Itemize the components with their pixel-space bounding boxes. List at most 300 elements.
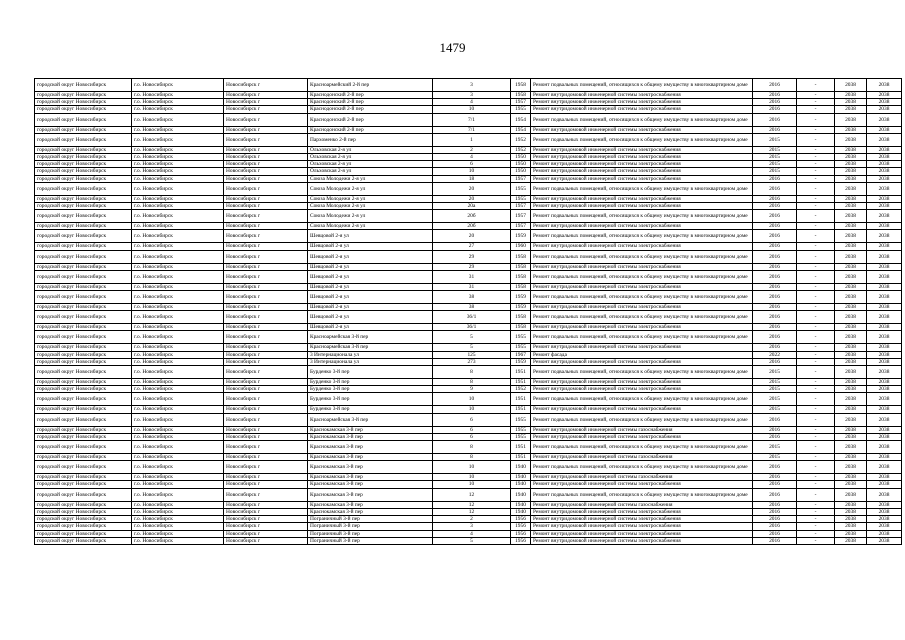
period-end-cell: 2038 [867, 243, 902, 250]
work-type-cell: Ремонт подвальных помещений, относящихся к общему имуществу в многоквартирном доме [531, 133, 753, 146]
work-type-cell: Ремонт внутридомовой инженерной системы электроснабжения [531, 106, 753, 113]
table-row [35, 133, 902, 146]
dash-cell: - [797, 291, 835, 304]
period-start-cell: 2038 [835, 366, 867, 379]
city-cell: Новосибирск г [224, 146, 308, 153]
dash-cell: - [797, 168, 835, 175]
period-start-cell: 2038 [835, 230, 867, 243]
table-row [35, 516, 902, 523]
period-start-cell: 2038 [835, 182, 867, 195]
house-number-cell: 38 [433, 291, 511, 304]
table-row [35, 530, 902, 537]
page-number: 1479 [439, 40, 466, 55]
work-type-cell: Ремонт подвальных помещений, относящихся к общему имуществу в многоквартирном доме [531, 366, 753, 379]
period-start-cell: 2038 [835, 461, 867, 474]
plan-year-cell: 2016 [753, 488, 797, 501]
period-end-cell: 2038 [867, 270, 902, 283]
municipality-cell: городской округ Новосибирск [35, 126, 132, 133]
year-built-cell: 1940 [511, 508, 531, 515]
work-type-cell: Ремонт внутридомовой инженерной системы электроснабжения [531, 243, 753, 250]
settlement-cell: г.о. Новосибирск [132, 488, 224, 501]
year-built-cell: 1959 [511, 291, 531, 304]
work-type-cell: Ремонт внутридомовой инженерной системы электроснабжения [531, 516, 753, 523]
settlement-cell: г.о. Новосибирск [132, 461, 224, 474]
period-start-cell: 2038 [835, 175, 867, 182]
settlement-cell: г.о. Новосибирск [132, 168, 224, 175]
year-built-cell: 1960 [511, 243, 531, 250]
year-built-cell: 1955 [511, 344, 531, 351]
settlement-cell: г.о. Новосибирск [132, 161, 224, 168]
table-row [35, 508, 902, 515]
period-end-cell: 2038 [867, 263, 902, 270]
period-end-cell: 2038 [867, 175, 902, 182]
year-built-cell: 1959 [511, 230, 531, 243]
plan-year-cell: 2016 [753, 461, 797, 474]
period-start-cell: 2038 [835, 386, 867, 393]
period-start-cell: 2038 [835, 243, 867, 250]
settlement-cell: г.о. Новосибирск [132, 351, 224, 358]
plan-year-cell: 2016 [753, 426, 797, 433]
work-type-cell: Ремонт внутридомовой инженерной системы электроснабжения [531, 358, 753, 365]
dash-cell: - [797, 530, 835, 537]
work-type-cell: Ремонт внутридомовой инженерной системы электроснабжения [531, 481, 753, 488]
municipality-cell: городской округ Новосибирск [35, 92, 132, 99]
settlement-cell: г.о. Новосибирск [132, 210, 224, 223]
house-number-cell: 2 [433, 146, 511, 153]
work-type-cell: Ремонт внутридомовой инженерной системы электроснабжения [531, 283, 753, 290]
period-start-cell: 2038 [835, 263, 867, 270]
house-number-cell: 12 [433, 508, 511, 515]
municipality-cell: городской округ Новосибирск [35, 516, 132, 523]
table-row [35, 358, 902, 365]
plan-year-cell: 2016 [753, 263, 797, 270]
period-end-cell: 2038 [867, 203, 902, 210]
settlement-cell: г.о. Новосибирск [132, 243, 224, 250]
period-end-cell: 2038 [867, 406, 902, 413]
plan-year-cell: 2015 [753, 406, 797, 413]
city-cell: Новосибирск г [224, 508, 308, 515]
house-number-cell: 9 [433, 386, 511, 393]
period-end-cell: 2038 [867, 413, 902, 426]
work-type-cell: Ремонт подвальных помещений, относящихся к общему имуществу в многоквартирном доме [531, 291, 753, 304]
work-type-cell: Ремонт внутридомовой инженерной системы электроснабжения [531, 161, 753, 168]
work-type-cell: Ремонт внутридомовой инженерной системы электроснабжения [531, 537, 753, 544]
settlement-cell: г.о. Новосибирск [132, 304, 224, 311]
house-number-cell: 31 [433, 283, 511, 290]
plan-year-cell: 2015 [753, 393, 797, 406]
street-cell: Ольховская 2-я ул [308, 161, 433, 168]
period-end-cell: 2038 [867, 537, 902, 544]
work-type-cell: Ремонт подвальных помещений, относящихся к общему имуществу в многоквартирном доме [531, 441, 753, 454]
house-number-cell: 10 [433, 474, 511, 481]
municipality-cell: городской округ Новосибирск [35, 433, 132, 440]
year-built-cell: 1940 [511, 474, 531, 481]
house-number-cell: 10 [433, 168, 511, 175]
municipality-cell: городской округ Новосибирск [35, 99, 132, 106]
table-row [35, 523, 902, 530]
table-row [35, 113, 902, 126]
municipality-cell: городской округ Новосибирск [35, 344, 132, 351]
year-built-cell: 1955 [511, 413, 531, 426]
year-built-cell: 1956 [511, 537, 531, 544]
plan-year-cell: 2015 [753, 454, 797, 461]
work-type-cell: Ремонт подвальных помещений, относящихся к общему имуществу в многоквартирном доме [531, 182, 753, 195]
street-cell: Шевцовой 2-я ул [308, 243, 433, 250]
plan-year-cell: 2016 [753, 223, 797, 230]
municipality-cell: городской округ Новосибирск [35, 175, 132, 182]
work-type-cell: Ремонт внутридомовой инженерной системы электроснабжения [531, 92, 753, 99]
dash-cell: - [797, 366, 835, 379]
city-cell: Новосибирск г [224, 393, 308, 406]
city-cell: Новосибирск г [224, 311, 308, 324]
house-number-cell: 10 [433, 106, 511, 113]
work-type-cell: Ремонт внутридомовой инженерной системы электроснабжения [531, 530, 753, 537]
year-built-cell: 1950 [511, 161, 531, 168]
house-number-cell: 20б [433, 210, 511, 223]
work-type-cell: Ремонт подвальных помещений, относящихся к общему имуществу в многоквартирном доме [531, 311, 753, 324]
plan-year-cell: 2016 [753, 358, 797, 365]
street-cell: Бурденко 3-й пер [308, 386, 433, 393]
municipality-cell: городской округ Новосибирск [35, 386, 132, 393]
period-start-cell: 2038 [835, 537, 867, 544]
plan-year-cell: 2016 [753, 324, 797, 331]
dash-cell: - [797, 92, 835, 99]
dash-cell: - [797, 230, 835, 243]
table-row [35, 311, 902, 324]
period-end-cell: 2038 [867, 223, 902, 230]
period-end-cell: 2038 [867, 79, 902, 92]
city-cell: Новосибирск г [224, 175, 308, 182]
period-end-cell: 2038 [867, 516, 902, 523]
table-row [35, 291, 902, 304]
dash-cell: - [797, 283, 835, 290]
dash-cell: - [797, 146, 835, 153]
period-start-cell: 2038 [835, 79, 867, 92]
street-cell: Краснокамская 3-й пер [308, 501, 433, 508]
work-type-cell: Ремонт подвальных помещений, относящихся к общему имуществу в многоквартирном доме [531, 331, 753, 344]
street-cell: Бурденко 3-й пер [308, 406, 433, 413]
work-type-cell: Ремонт подвальных помещений, относящихся к общему имуществу в многоквартирном доме [531, 270, 753, 283]
street-cell: Шевцовой 2-я ул [308, 324, 433, 331]
street-cell: Ольховская 2-я ул [308, 154, 433, 161]
work-type-cell: Ремонт подвальных помещений, относящихся к общему имуществу в многоквартирном доме [531, 230, 753, 243]
plan-year-cell: 2016 [753, 481, 797, 488]
work-type-cell: Ремонт внутридомовой инженерной системы газоснабжения [531, 501, 753, 508]
municipality-cell: городской округ Новосибирск [35, 393, 132, 406]
period-start-cell: 2038 [835, 146, 867, 153]
period-end-cell: 2038 [867, 113, 902, 126]
dash-cell: - [797, 270, 835, 283]
plan-year-cell: 2016 [753, 270, 797, 283]
year-built-cell: 1955 [511, 195, 531, 202]
city-cell: Новосибирск г [224, 501, 308, 508]
period-start-cell: 2038 [835, 311, 867, 324]
city-cell: Новосибирск г [224, 351, 308, 358]
year-built-cell: 1956 [511, 523, 531, 530]
municipality-cell: городской округ Новосибирск [35, 263, 132, 270]
street-cell: Краснокамская 3-й пер [308, 441, 433, 454]
year-built-cell: 1958 [511, 263, 531, 270]
street-cell: Шевцовой 2-я ул [308, 250, 433, 263]
period-start-cell: 2038 [835, 474, 867, 481]
street-cell: Шевцовой 2-я ул [308, 263, 433, 270]
table-row [35, 230, 902, 243]
year-built-cell: 1951 [511, 454, 531, 461]
table-row [35, 304, 902, 311]
settlement-cell: г.о. Новосибирск [132, 393, 224, 406]
plan-year-cell: 2016 [753, 530, 797, 537]
dash-cell: - [797, 175, 835, 182]
period-end-cell: 2038 [867, 210, 902, 223]
house-number-cell: 29 [433, 263, 511, 270]
city-cell: Новосибирск г [224, 250, 308, 263]
municipality-cell: городской округ Новосибирск [35, 413, 132, 426]
work-type-cell: Ремонт внутридомовой инженерной системы электроснабжения [531, 433, 753, 440]
period-start-cell: 2038 [835, 106, 867, 113]
work-type-cell: Ремонт внутридомовой инженерной системы газоснабжения [531, 426, 753, 433]
table-row [35, 182, 902, 195]
period-end-cell: 2038 [867, 126, 902, 133]
municipality-cell: городской округ Новосибирск [35, 79, 132, 92]
city-cell: Новосибирск г [224, 133, 308, 146]
street-cell: Бурденко 3-й пер [308, 393, 433, 406]
settlement-cell: г.о. Новосибирск [132, 263, 224, 270]
house-number-cell: 6 [433, 413, 511, 426]
house-number-cell: 20а [433, 203, 511, 210]
table-row [35, 92, 902, 99]
house-number-cell: 4 [433, 154, 511, 161]
table-row [35, 426, 902, 433]
settlement-cell: г.о. Новосибирск [132, 250, 224, 263]
plan-year-cell: 2016 [753, 243, 797, 250]
table-row [35, 386, 902, 393]
dash-cell: - [797, 426, 835, 433]
work-type-cell: Ремонт подвальных помещений, относящихся к общему имуществу в многоквартирном доме [531, 393, 753, 406]
plan-year-cell: 2016 [753, 230, 797, 243]
period-end-cell: 2038 [867, 523, 902, 530]
table-row [35, 263, 902, 270]
settlement-cell: г.о. Новосибирск [132, 366, 224, 379]
period-end-cell: 2038 [867, 474, 902, 481]
plan-year-cell: 2016 [753, 474, 797, 481]
house-number-cell: 29 [433, 250, 511, 263]
house-number-cell: 36/1 [433, 324, 511, 331]
period-start-cell: 2038 [835, 516, 867, 523]
plan-year-cell: 2016 [753, 126, 797, 133]
period-end-cell: 2038 [867, 530, 902, 537]
dash-cell: - [797, 304, 835, 311]
city-cell: Новосибирск г [224, 530, 308, 537]
city-cell: Новосибирск г [224, 230, 308, 243]
period-start-cell: 2038 [835, 161, 867, 168]
plan-year-cell: 2016 [753, 182, 797, 195]
municipality-cell: городской округ Новосибирск [35, 441, 132, 454]
repair-schedule-table [34, 78, 902, 545]
year-built-cell: 1958 [511, 250, 531, 263]
dash-cell: - [797, 154, 835, 161]
city-cell: Новосибирск г [224, 413, 308, 426]
settlement-cell: г.о. Новосибирск [132, 99, 224, 106]
plan-year-cell: 2016 [753, 501, 797, 508]
period-start-cell: 2038 [835, 433, 867, 440]
municipality-cell: городской округ Новосибирск [35, 250, 132, 263]
dash-cell: - [797, 454, 835, 461]
period-start-cell: 2038 [835, 195, 867, 202]
plan-year-cell: 2015 [753, 154, 797, 161]
settlement-cell: г.о. Новосибирск [132, 113, 224, 126]
plan-year-cell: 2016 [753, 203, 797, 210]
year-built-cell: 1959 [511, 304, 531, 311]
street-cell: Шевцовой 2-я ул [308, 283, 433, 290]
house-number-cell: 2 [433, 516, 511, 523]
settlement-cell: г.о. Новосибирск [132, 537, 224, 544]
period-start-cell: 2038 [835, 154, 867, 161]
dash-cell: - [797, 393, 835, 406]
period-end-cell: 2038 [867, 351, 902, 358]
dash-cell: - [797, 386, 835, 393]
settlement-cell: г.о. Новосибирск [132, 133, 224, 146]
settlement-cell: г.о. Новосибирск [132, 195, 224, 202]
table-row [35, 501, 902, 508]
city-cell: Новосибирск г [224, 126, 308, 133]
plan-year-cell: 2015 [753, 441, 797, 454]
settlement-cell: г.о. Новосибирск [132, 386, 224, 393]
city-cell: Новосибирск г [224, 263, 308, 270]
period-start-cell: 2038 [835, 283, 867, 290]
dash-cell: - [797, 182, 835, 195]
period-start-cell: 2038 [835, 441, 867, 454]
table-row [35, 154, 902, 161]
period-start-cell: 2038 [835, 426, 867, 433]
work-type-cell: Ремонт внутридомовой инженерной системы электроснабжения [531, 99, 753, 106]
period-start-cell: 2038 [835, 113, 867, 126]
work-type-cell: Ремонт подвальных помещений, относящихся к общему имуществу в многоквартирном доме [531, 250, 753, 263]
year-built-cell: 1951 [511, 379, 531, 386]
table-row [35, 99, 902, 106]
dash-cell: - [797, 344, 835, 351]
dash-cell: - [797, 324, 835, 331]
period-end-cell: 2038 [867, 291, 902, 304]
period-start-cell: 2038 [835, 488, 867, 501]
year-built-cell: 1958 [511, 92, 531, 99]
city-cell: Новосибирск г [224, 474, 308, 481]
city-cell: Новосибирск г [224, 481, 308, 488]
dash-cell: - [797, 331, 835, 344]
municipality-cell: городской округ Новосибирск [35, 223, 132, 230]
house-number-cell: 10 [433, 461, 511, 474]
work-type-cell: Ремонт подвальных помещений, относящихся к общему имуществу в многоквартирном доме [531, 413, 753, 426]
settlement-cell: г.о. Новосибирск [132, 508, 224, 515]
period-start-cell: 2038 [835, 324, 867, 331]
dash-cell: - [797, 263, 835, 270]
municipality-cell: городской округ Новосибирск [35, 203, 132, 210]
city-cell: Новосибирск г [224, 195, 308, 202]
year-built-cell: 1957 [511, 203, 531, 210]
period-start-cell: 2038 [835, 351, 867, 358]
plan-year-cell: 2016 [753, 79, 797, 92]
municipality-cell: городской округ Новосибирск [35, 106, 132, 113]
street-cell: Краснокамская 3-й пер [308, 426, 433, 433]
city-cell: Новосибирск г [224, 537, 308, 544]
municipality-cell: городской округ Новосибирск [35, 230, 132, 243]
period-end-cell: 2038 [867, 230, 902, 243]
settlement-cell: г.о. Новосибирск [132, 182, 224, 195]
settlement-cell: г.о. Новосибирск [132, 441, 224, 454]
year-built-cell: 1957 [511, 99, 531, 106]
period-end-cell: 2038 [867, 304, 902, 311]
city-cell: Новосибирск г [224, 406, 308, 413]
municipality-cell: городской округ Новосибирск [35, 304, 132, 311]
table-row [35, 146, 902, 153]
plan-year-cell: 2022 [753, 351, 797, 358]
work-type-cell: Ремонт внутридомовой инженерной системы газоснабжения [531, 474, 753, 481]
period-start-cell: 2038 [835, 406, 867, 413]
street-cell: Союза Молодежи 2-я ул [308, 203, 433, 210]
house-number-cell: 273 [433, 358, 511, 365]
street-cell: Ольховская 2-я ул [308, 146, 433, 153]
table-row [35, 210, 902, 223]
settlement-cell: г.о. Новосибирск [132, 223, 224, 230]
settlement-cell: г.о. Новосибирск [132, 175, 224, 182]
street-cell: Шевцовой 2-я ул [308, 291, 433, 304]
municipality-cell: городской округ Новосибирск [35, 379, 132, 386]
street-cell: Шевцовой 2-я ул [308, 311, 433, 324]
dash-cell: - [797, 413, 835, 426]
work-type-cell: Ремонт внутридомовой инженерной системы электроснабжения [531, 379, 753, 386]
table-row [35, 250, 902, 263]
period-start-cell: 2038 [835, 344, 867, 351]
work-type-cell: Ремонт фасада [531, 351, 753, 358]
settlement-cell: г.о. Новосибирск [132, 331, 224, 344]
house-number-cell: 3 [433, 523, 511, 530]
settlement-cell: г.о. Новосибирск [132, 79, 224, 92]
period-start-cell: 2038 [835, 250, 867, 263]
street-cell: Пограничный 3-й пер [308, 530, 433, 537]
table-row [35, 161, 902, 168]
year-built-cell: 1952 [511, 133, 531, 146]
year-built-cell: 1951 [511, 366, 531, 379]
dash-cell: - [797, 441, 835, 454]
municipality-cell: городской округ Новосибирск [35, 481, 132, 488]
plan-year-cell: 2016 [753, 344, 797, 351]
table-row [35, 406, 902, 413]
year-built-cell: 1952 [511, 146, 531, 153]
period-start-cell: 2038 [835, 393, 867, 406]
settlement-cell: г.о. Новосибирск [132, 413, 224, 426]
settlement-cell: г.о. Новосибирск [132, 230, 224, 243]
work-type-cell: Ремонт внутридомовой инженерной системы электроснабжения [531, 154, 753, 161]
settlement-cell: г.о. Новосибирск [132, 324, 224, 331]
work-type-cell: Ремонт подвальных помещений, относящихся к общему имуществу в многоквартирном доме [531, 461, 753, 474]
street-cell: Краснокамская 3-й пер [308, 488, 433, 501]
table-row [35, 203, 902, 210]
plan-year-cell: 2016 [753, 516, 797, 523]
settlement-cell: г.о. Новосибирск [132, 291, 224, 304]
city-cell: Новосибирск г [224, 161, 308, 168]
table-row [35, 344, 902, 351]
settlement-cell: г.о. Новосибирск [132, 454, 224, 461]
municipality-cell: городской округ Новосибирск [35, 488, 132, 501]
settlement-cell: г.о. Новосибирск [132, 358, 224, 365]
work-type-cell: Ремонт внутридомовой инженерной системы электроснабжения [531, 195, 753, 202]
municipality-cell: городской округ Новосибирск [35, 523, 132, 530]
plan-year-cell: 2015 [753, 146, 797, 153]
year-built-cell: 1958 [511, 283, 531, 290]
year-built-cell: 1956 [511, 530, 531, 537]
settlement-cell: г.о. Новосибирск [132, 433, 224, 440]
municipality-cell: городской округ Новосибирск [35, 168, 132, 175]
municipality-cell: городской округ Новосибирск [35, 154, 132, 161]
